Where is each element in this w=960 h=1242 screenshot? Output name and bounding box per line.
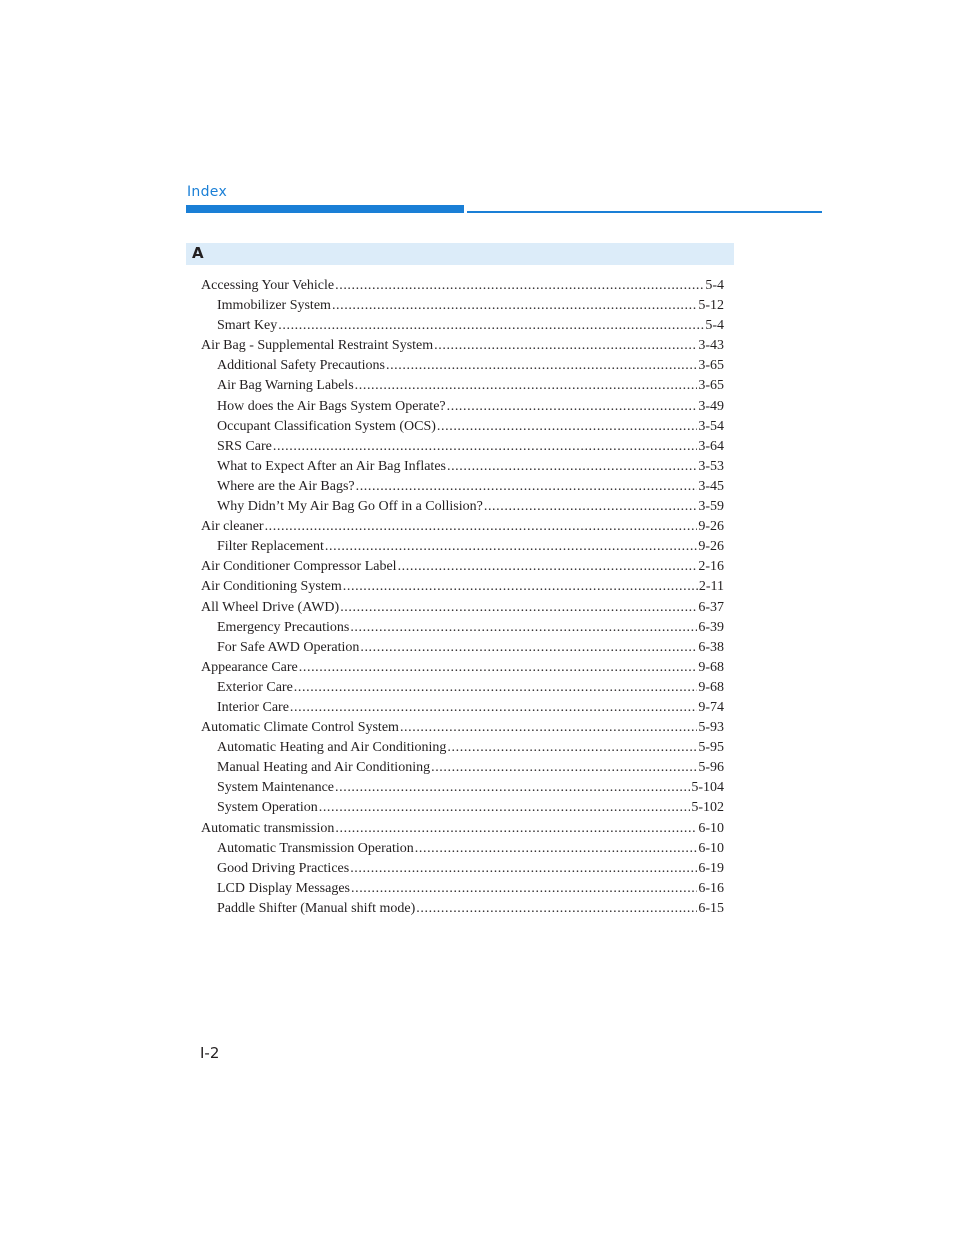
dot-leader (447, 457, 697, 477)
dot-leader (415, 839, 698, 859)
index-subentry (201, 618, 724, 638)
entry-page-ref: 3-65 (698, 378, 724, 394)
entry-label: Air Bag Warning Labels (217, 378, 354, 394)
page-header-title: Index (187, 184, 228, 200)
entry-label: Air Conditioner Compressor Label (201, 559, 397, 575)
entry-page-ref: 3-53 (698, 458, 724, 474)
dot-leader (340, 598, 697, 618)
entry-page-ref: 9-74 (698, 699, 724, 715)
entry-label: What to Expect After an Air Bag Inflates (217, 458, 446, 474)
dot-leader (290, 698, 697, 718)
dot-leader (335, 276, 704, 296)
dot-leader (265, 517, 698, 537)
index-entry (201, 577, 724, 597)
index-subentry (201, 698, 724, 718)
index-entry (201, 658, 724, 678)
entry-page-ref: 3-43 (698, 338, 724, 354)
index-entry (201, 598, 724, 618)
entry-page-ref: 6-15 (698, 900, 724, 916)
entry-page-ref: 9-68 (698, 679, 724, 695)
entry-label: How does the Air Bags System Operate? (217, 398, 446, 414)
entry-label: Occupant Classification System (OCS) (217, 418, 436, 434)
entry-page-ref: 6-37 (698, 599, 724, 615)
entry-page-ref: 3-49 (698, 398, 724, 414)
entry-page-ref: 2-16 (698, 559, 724, 575)
index-subentry (201, 678, 724, 698)
entry-label: LCD Display Messages (217, 880, 350, 896)
entry-label: Why Didn’t My Air Bag Go Off in a Collision? (217, 499, 483, 515)
entry-page-ref: 6-19 (698, 860, 724, 876)
entry-page-ref: 6-10 (698, 820, 724, 836)
entry-page-ref: 2-11 (698, 579, 724, 595)
entry-page-ref: 6-39 (698, 619, 724, 635)
dot-leader (356, 477, 698, 497)
entry-label: Automatic Transmission Operation (217, 840, 414, 856)
dot-leader (447, 738, 697, 758)
entry-label: SRS Care (217, 438, 272, 454)
entry-label: All Wheel Drive (AWD) (201, 599, 340, 615)
section-letter: A (192, 244, 204, 262)
index-entry (201, 718, 724, 738)
entry-page-ref: 3-64 (698, 438, 724, 454)
dot-leader (350, 618, 697, 638)
entry-page-ref: 3-65 (698, 358, 724, 374)
entry-page-ref: 9-26 (698, 539, 724, 555)
index-subentry (201, 839, 724, 859)
entry-page-ref: 9-26 (698, 519, 724, 535)
index-subentry (201, 879, 724, 899)
index-subentry (201, 356, 724, 376)
dot-leader (416, 899, 697, 919)
dot-leader (360, 638, 697, 658)
index-entry (201, 276, 724, 296)
entry-label: Additional Safety Precautions (217, 358, 385, 374)
dot-leader (355, 376, 698, 396)
dot-leader (299, 658, 698, 678)
entry-page-ref: 3-54 (698, 418, 724, 434)
index-entry (201, 517, 724, 537)
entry-label: Manual Heating and Air Conditioning (217, 760, 431, 776)
index-entry (201, 819, 724, 839)
dot-leader (351, 879, 697, 899)
entry-label: Exterior Care (217, 679, 293, 695)
entry-page-ref: 6-10 (698, 840, 724, 856)
entry-page-ref: 5-4 (705, 318, 724, 334)
entry-page-ref: 9-68 (698, 659, 724, 675)
index-subentry (201, 859, 724, 879)
dot-leader (332, 296, 697, 316)
entry-page-ref: 3-45 (698, 478, 724, 494)
index-subentry (201, 778, 724, 798)
entry-label: Appearance Care (201, 659, 298, 675)
entry-label: Filter Replacement (217, 539, 324, 555)
dot-leader (437, 417, 697, 437)
entry-page-ref: 6-38 (698, 639, 724, 655)
dot-leader (447, 397, 698, 417)
dot-leader (400, 718, 697, 738)
dot-leader (398, 557, 698, 577)
index-subentry (201, 316, 724, 336)
index-subentry (201, 477, 724, 497)
entry-label: Where are the Air Bags? (217, 478, 355, 494)
entry-label: Automatic transmission (201, 820, 335, 836)
dot-leader (335, 819, 697, 839)
dot-leader (434, 336, 697, 356)
entry-label: Air Conditioning System (201, 579, 342, 595)
index-subentry (201, 738, 724, 758)
index-entry (201, 336, 724, 356)
entry-label: Interior Care (217, 699, 289, 715)
index-subentry (201, 437, 724, 457)
dot-leader (335, 778, 690, 798)
entry-page-ref: 5-4 (705, 278, 724, 293)
entry-page-ref: 5-104 (691, 780, 724, 796)
entry-page-ref: 5-96 (698, 760, 724, 776)
dot-leader (273, 437, 697, 457)
entry-page-ref: 5-12 (698, 298, 724, 314)
entry-label: Emergency Precautions (217, 619, 350, 635)
index-subentry (201, 899, 724, 919)
index-subentry (201, 457, 724, 477)
entry-label: Automatic Climate Control System (201, 720, 399, 736)
section-header-bar (186, 243, 734, 265)
dot-leader (278, 316, 704, 336)
header-rule-line (467, 211, 822, 213)
dot-leader (386, 356, 697, 376)
entry-label: For Safe AWD Operation (217, 639, 360, 655)
index-subentry (201, 497, 724, 517)
entry-label: System Maintenance (217, 780, 335, 796)
index-subentry (201, 376, 724, 396)
header-accent-bar (186, 205, 464, 213)
index-entry-list (201, 276, 724, 919)
dot-leader (325, 537, 697, 557)
entry-label: Immobilizer System (217, 298, 331, 314)
index-entry (201, 557, 724, 577)
dot-leader (294, 678, 698, 698)
dot-leader (343, 577, 698, 597)
entry-label: System Operation (217, 800, 318, 816)
dot-leader (319, 798, 691, 818)
entry-label: Automatic Heating and Air Conditioning (217, 740, 447, 756)
entry-page-ref: 5-102 (691, 800, 724, 816)
dot-leader (350, 859, 697, 879)
index-subentry (201, 397, 724, 417)
entry-page-ref: 5-95 (698, 740, 724, 756)
entry-label: Air Bag - Supplemental Restraint System (201, 338, 434, 354)
entry-label: Air cleaner (201, 519, 264, 535)
entry-label: Good Driving Practices (217, 860, 350, 876)
entry-label: Smart Key (217, 318, 278, 334)
entry-label: Accessing Your Vehicle (201, 278, 335, 293)
entry-page-ref: 6-16 (698, 880, 724, 896)
dot-leader (484, 497, 697, 517)
entry-page-ref: 3-59 (698, 499, 724, 515)
index-subentry (201, 638, 724, 658)
index-subentry (201, 537, 724, 557)
dot-leader (431, 758, 697, 778)
page-number: I-2 (200, 1044, 220, 1062)
index-subentry (201, 758, 724, 778)
entry-page-ref: 5-93 (698, 720, 724, 736)
index-subentry (201, 417, 724, 437)
index-subentry (201, 296, 724, 316)
index-subentry (201, 798, 724, 818)
entry-label: Paddle Shifter (Manual shift mode) (217, 900, 416, 916)
